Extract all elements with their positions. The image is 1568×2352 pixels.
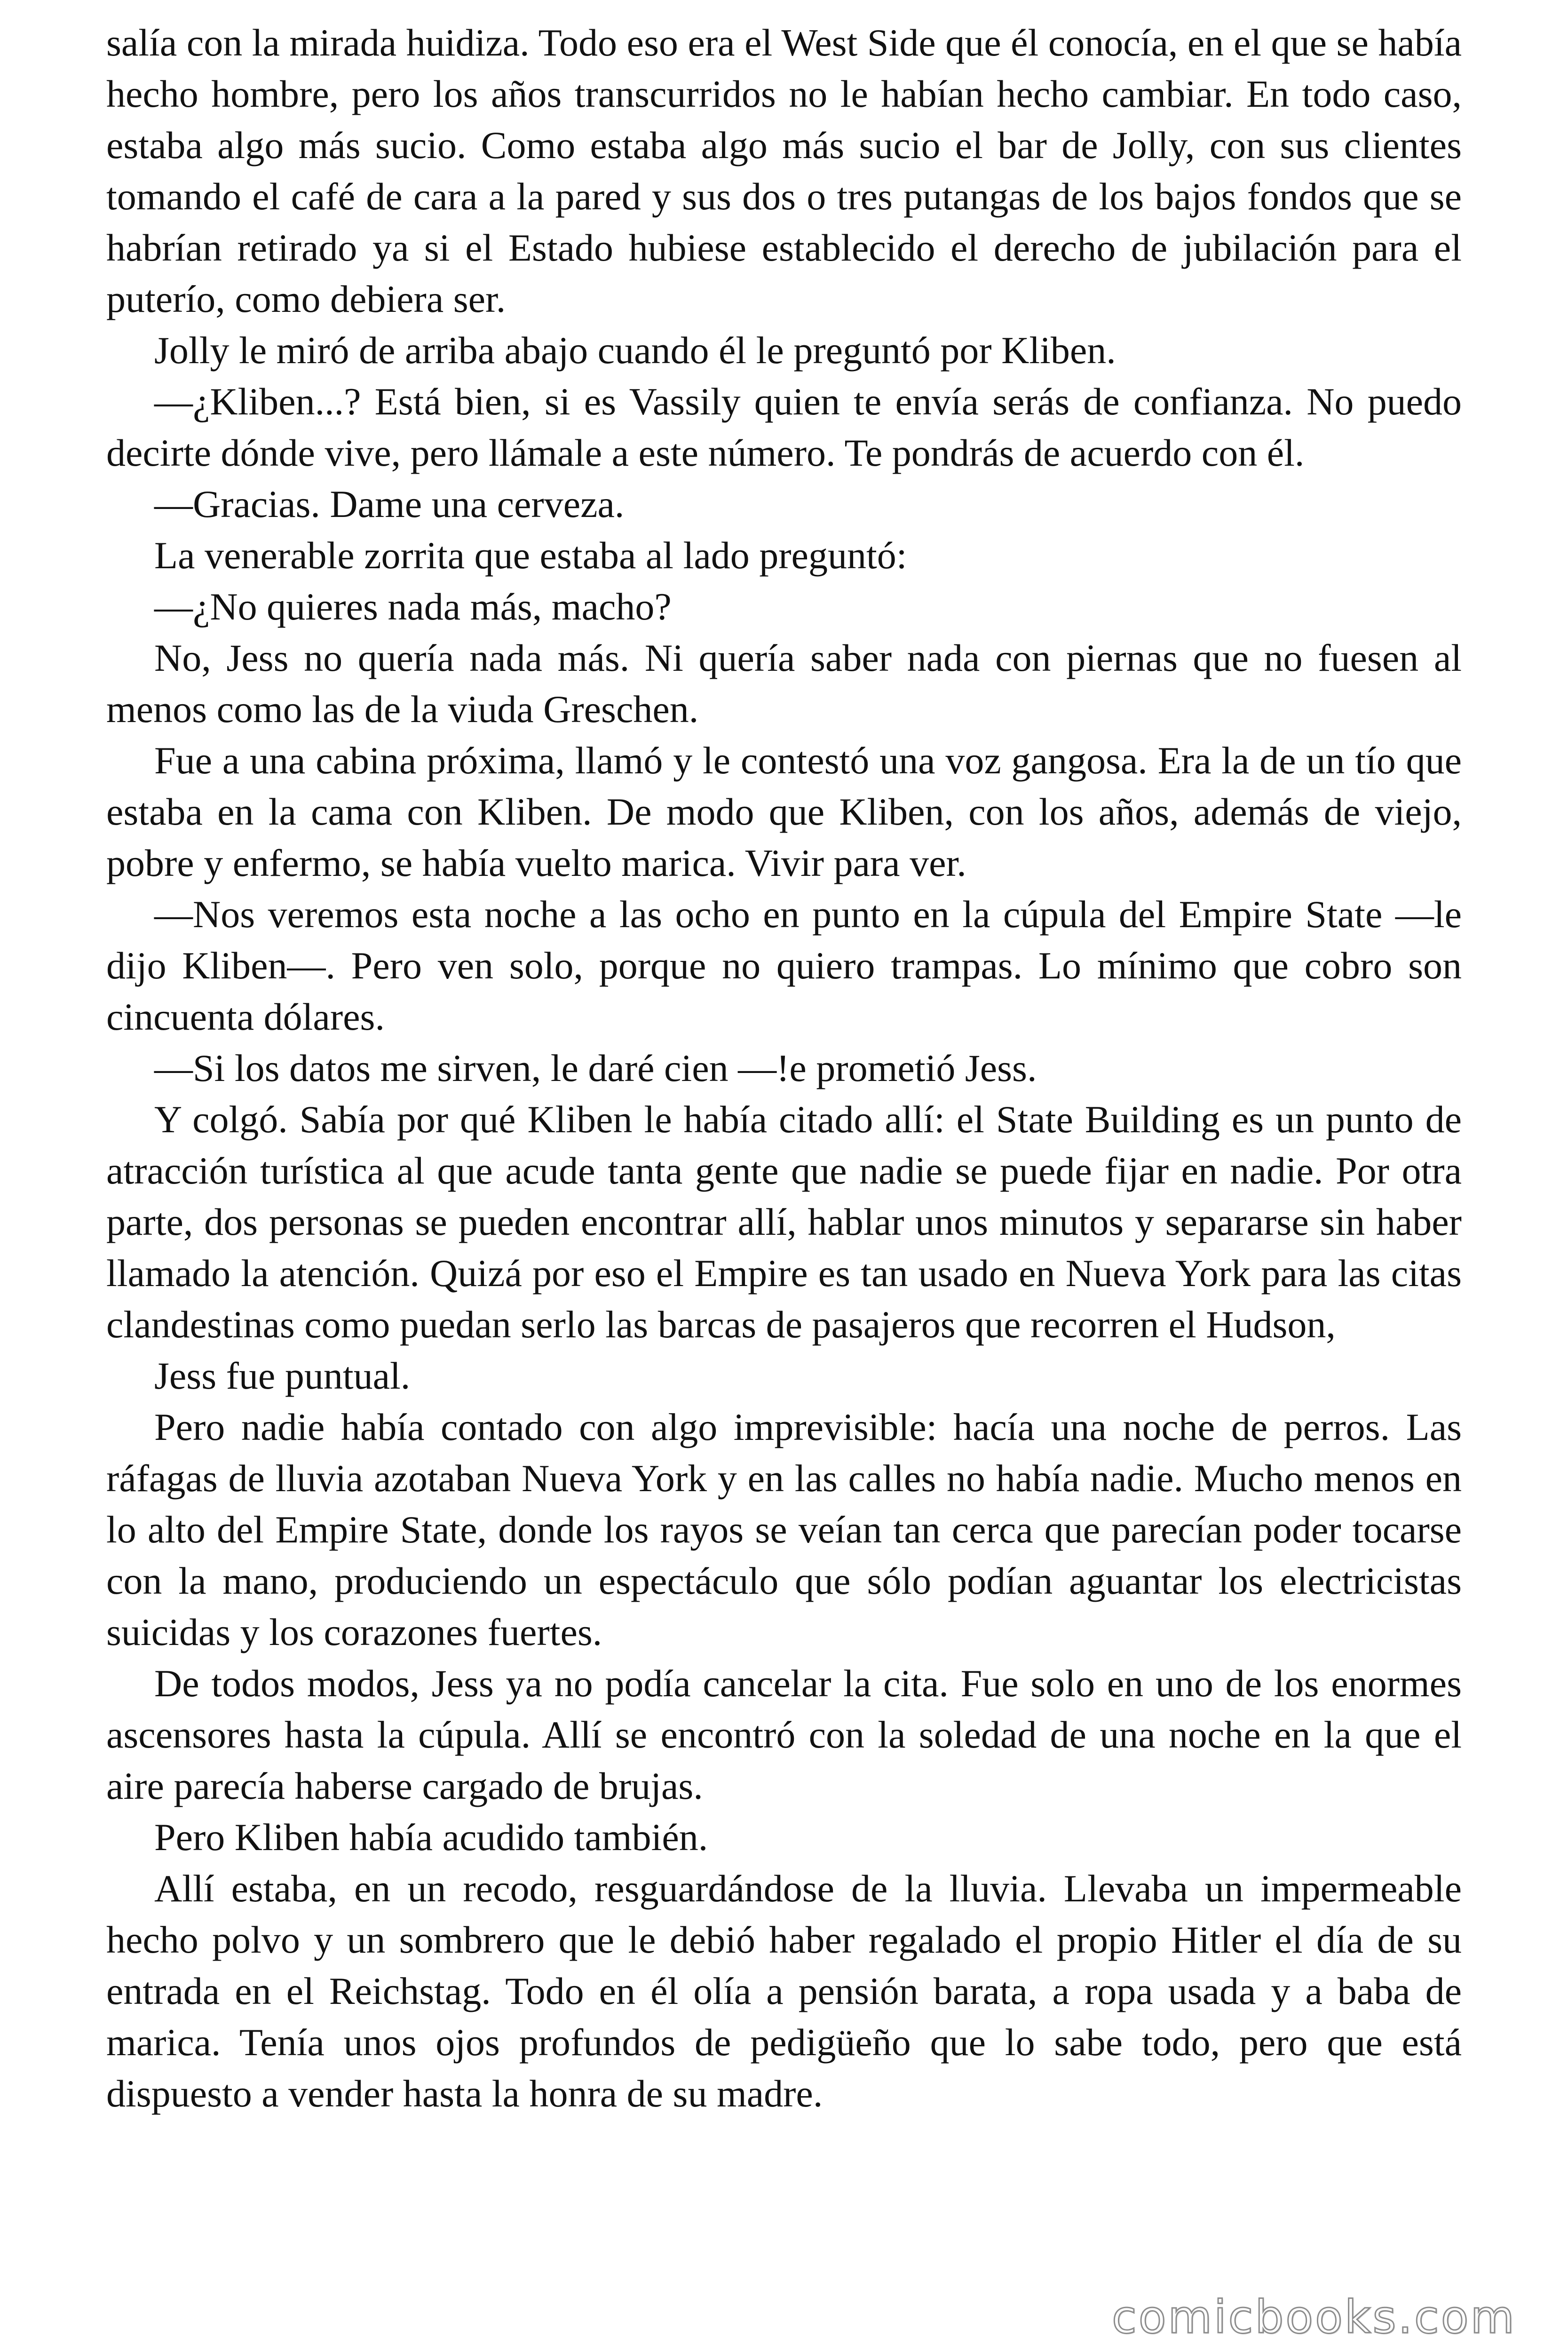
paragraph: Y colgó. Sabía por qué Kliben le había citado allí: el State Building es un punto de atracción turística al que acude tanta gente que nadie se puede fijar en nadie. Por otra parte, dos personas se pueden encontrar allí, hablar unos minutos y separarse sin haber llamado la atención. Quizá por eso el Empire es tan usado en Nueva York para las citas clandestinas como puedan serlo las barcas de pasajeros que recorren el Hudson,: [106, 1098, 1462, 1346]
paragraph: Pero Kliben había acudido también.: [154, 1816, 708, 1859]
paragraph: La venerable zorrita que estaba al lado preguntó:: [154, 534, 907, 577]
paragraph: Pero nadie había contado con algo imprevisible: hacía una noche de perros. Las ráfagas de lluvia azotaban Nueva York y en las calles no había nadie. Mucho menos en lo alto del Empire State, donde los rayos se veían tan cerca que parecían poder tocarse con la mano, produciendo un espectáculo que sólo podían aguantar los electricistas suicidas y los corazones fuertes.: [106, 1406, 1462, 1653]
paragraph: —¿No quieres nada más, macho?: [154, 585, 672, 628]
paragraph: salía con la mirada huidiza. Todo eso era el West Side que él conocía, en el que se había hecho hombre, pero los años transcurridos no le habían hecho cambiar. En todo caso, estaba algo más sucio. Como estaba algo más sucio el bar de Jolly, con sus clientes tomando el café de cara a la pared y sus dos o tres putangas de los bajos fondos que se habrían retirado ya si el Estado hubiese establecido el derecho de jubilación para el puterío, como debiera ser.: [106, 21, 1462, 320]
watermark: comicbooks.com: [1111, 2291, 1516, 2344]
paragraph: —Gracias. Dame una cerveza.: [154, 483, 625, 525]
page-body: [106, 17, 1462, 2119]
paragraph: —¿Kliben...? Está bien, si es Vassily quien te envía serás de confianza. No puedo decirte dónde vive, pero llámale a este número. Te pondrás de acuerdo con él.: [106, 380, 1462, 474]
paragraph: —Nos veremos esta noche a las ocho en punto en la cúpula del Empire State —le dijo Kliben—. Pero ven solo, porque no quiero trampas. Lo mínimo que cobro son cincuenta dólares.: [106, 893, 1462, 1038]
paragraph: No, Jess no quería nada más. Ni quería saber nada con piernas que no fuesen al menos como las de la viuda Greschen.: [106, 636, 1462, 731]
paragraph: Jolly le miró de arriba abajo cuando él le preguntó por Kliben.: [154, 329, 1116, 372]
paragraph: Jess fue puntual.: [154, 1354, 411, 1397]
paragraph: Allí estaba, en un recodo, resguardándose de la lluvia. Llevaba un impermeable hecho polvo y un sombrero que le debió haber regalado el propio Hitler el día de su entrada en el Reichstag. Todo en él olía a pensión barata, a ropa usada y a baba de marica. Tenía unos ojos profundos de pedigüeño que lo sabe todo, pero que está dispuesto a vender hasta la honra de su madre.: [106, 1867, 1462, 2115]
paragraph: —Si los datos me sirven, le daré cien —!e prometió Jess.: [154, 1047, 1037, 1089]
paragraph: Fue a una cabina próxima, llamó y le contestó una voz gangosa. Era la de un tío que estaba en la cama con Kliben. De modo que Kliben, con los años, además de viejo, pobre y enfermo, se había vuelto marica. Vivir para ver.: [106, 739, 1462, 884]
paragraph: De todos modos, Jess ya no podía cancelar la cita. Fue solo en uno de los enormes ascensores hasta la cúpula. Allí se encontró con la soledad de una noche en la que el aire parecía haberse cargado de brujas.: [106, 1662, 1462, 1807]
